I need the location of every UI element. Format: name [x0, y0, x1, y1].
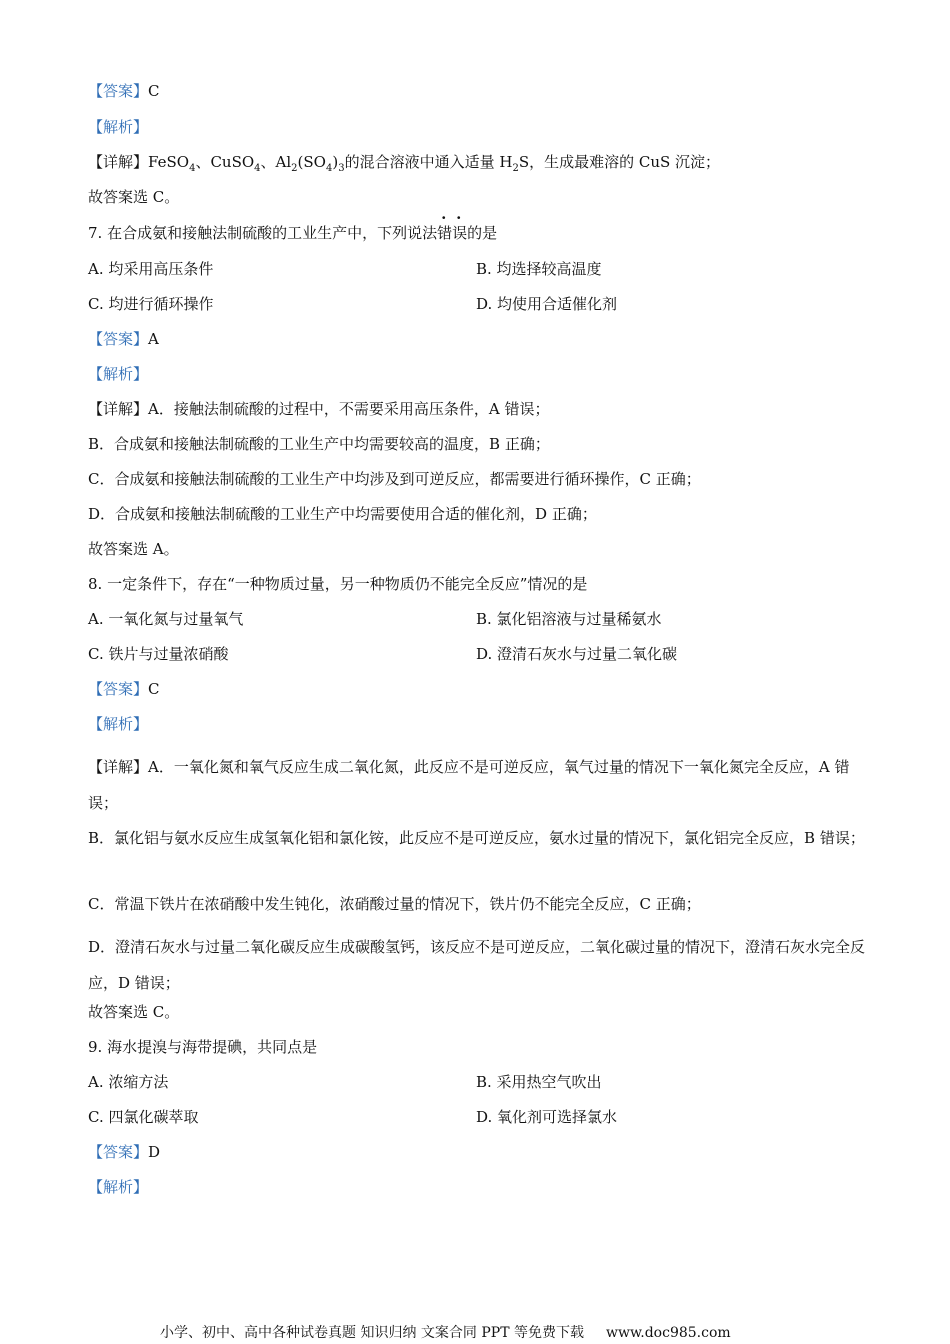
detail-tag: 【详解】 — [88, 758, 149, 776]
q8-analysis-line — [88, 714, 148, 734]
q8-option-c: C. 铁片与过量浓硝酸 — [88, 645, 229, 663]
q6-detail-line: 【详解】FeSO$_4$、CuSO$_4$、$Al_2(SO_4)_3$的混合溶液中通入适量 $H_2S$，生成最难溶的 CuS 沉淀； — [88, 153, 721, 174]
q9-stem: 9. 海水提溴与海带提碘，共同点是 — [88, 1038, 318, 1056]
q8-option-a: A. 一氧化氮与过量氧气 — [88, 610, 244, 628]
q8-detail-c: C．常温下铁片在浓硝酸中发生钝化，浓硝酸过量的情况下，铁片仍不能完全反应，C 正确； — [88, 895, 701, 913]
q7-option-d: D. 均使用合适催化剂 — [476, 295, 618, 313]
q8-conclusion: 故答案选 C。 — [88, 1003, 180, 1021]
q9-option-b: B. 采用热空气吹出 — [476, 1073, 602, 1091]
q8-detail-d: D．澄清石灰水与过量二氧化碳反应生成碳酸氢钙，该反应不是可逆反应，二氧化碳过量的情况下，澄清石灰水完全反应，D 错误； — [88, 938, 866, 992]
q7-detail-d: D．合成氨和接触法制硫酸的工业生产中均需要使用合适的催化剂，D 正确； — [88, 505, 597, 523]
footer-text: 小学、初中、高中各种试卷真题 知识归纳 文案合同 PPT 等免费下载 — [160, 1325, 584, 1341]
analysis-tag: 【解析】 — [88, 1178, 149, 1196]
q9-answer: D — [148, 1143, 161, 1161]
q7-option-a: A. 均采用高压条件 — [88, 260, 214, 278]
analysis-tag: 【解析】 — [88, 715, 149, 733]
analysis-tag: 【解析】 — [88, 118, 149, 136]
detail-tag: 【详解】 — [88, 400, 149, 418]
q7-conclusion: 故答案选 A。 — [88, 540, 179, 558]
answer-tag: 【答案】 — [88, 1143, 149, 1161]
q9-answer-line — [88, 1142, 160, 1162]
q7-answer: A — [148, 330, 159, 348]
emphasis-char: 错 — [437, 224, 453, 242]
q8-detail-a: 【详解】A．一氧化氮和氧气反应生成二氧化氮，此反应不是可逆反应，氧气过量的情况下一氧化氮完全反应，A 错误； — [88, 758, 850, 812]
q9-analysis-line — [88, 1177, 148, 1197]
q9-option-c: C. 四氯化碳萃取 — [88, 1108, 199, 1126]
q6-analysis-line — [88, 117, 148, 137]
q7-detail-b: B．合成氨和接触法制硫酸的工业生产中均需要较高的温度，B 正确； — [88, 435, 550, 453]
q8-detail-b: B．氯化铝与氨水反应生成氢氧化铝和氯化铵，此反应不是可逆反应，氨水过量的情况下，氯化铝完全反应，B 错误； — [88, 829, 865, 847]
q6-conclusion: 故答案选 C。 — [88, 188, 180, 206]
q6-answer-line — [88, 81, 160, 101]
detail-tag: 【详解】 — [88, 153, 149, 171]
q8-stem: 8. 一定条件下，存在“一种物质过量，另一种物质仍不能完全反应”情况的是 — [88, 575, 588, 593]
emphasis-char: 误 — [452, 224, 468, 242]
q7-option-c: C. 均进行循环操作 — [88, 295, 214, 313]
answer-tag: 【答案】 — [88, 330, 149, 348]
q7-option-b: B. 均选择较高温度 — [476, 260, 602, 278]
q7-detail-c: C．合成氨和接触法制硫酸的工业生产中均涉及到可逆反应，都需要进行循环操作，C 正确； — [88, 470, 701, 488]
page-footer — [160, 1324, 731, 1342]
q7-analysis-line — [88, 364, 148, 384]
q8-answer-line — [88, 679, 160, 699]
q6-answer: C — [148, 82, 160, 100]
footer-url[interactable]: www.doc985.com — [605, 1325, 731, 1341]
q7-detail-a: 【详解】A．接触法制硫酸的过程中，不需要采用高压条件，A 错误； — [88, 400, 550, 418]
q8-option-d: D. 澄清石灰水与过量二氧化碳 — [476, 645, 678, 663]
analysis-tag: 【解析】 — [88, 365, 149, 383]
q8-option-b: B. 氯化铝溶液与过量稀氨水 — [476, 610, 662, 628]
q9-option-a: A. 浓缩方法 — [88, 1073, 169, 1091]
answer-tag: 【答案】 — [88, 82, 149, 100]
q9-option-d: D. 氧化剂可选择氯水 — [476, 1108, 618, 1126]
q8-answer: C — [148, 680, 160, 698]
answer-tag: 【答案】 — [88, 680, 149, 698]
q7-answer-line — [88, 329, 159, 349]
q7-stem: 7. 在合成氨和接触法制硫酸的工业生产中，下列说法错误的是 — [88, 224, 498, 242]
